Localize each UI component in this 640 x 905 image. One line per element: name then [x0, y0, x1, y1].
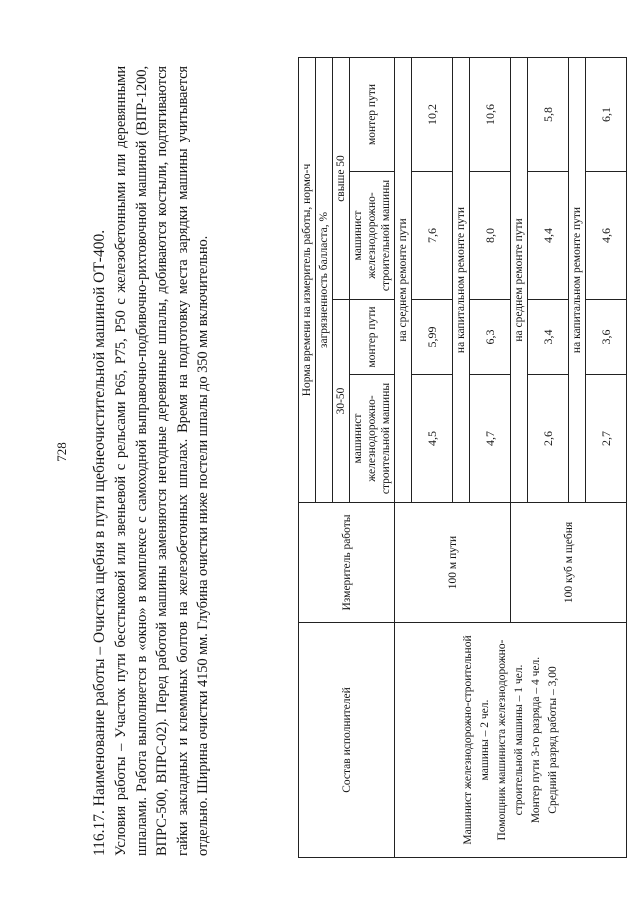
value-cell: 7,6 — [412, 172, 453, 300]
composition-line: Машинист железнодорожно-строительной машины – 2 чел. — [461, 635, 491, 845]
norms-table — [298, 57, 627, 858]
section-label: на капитальном ремонте пути — [569, 57, 586, 502]
value-cell: 6,3 — [470, 300, 511, 375]
composition-line: Средний разряд работы – 3,00 — [546, 666, 559, 814]
composition-cell — [395, 623, 627, 858]
value-cell: 4,5 — [412, 375, 453, 503]
meter-cell: 100 куб м щебня — [511, 503, 627, 623]
value-cell: 5,8 — [528, 57, 569, 171]
value-cell: 10,2 — [412, 57, 453, 171]
value-cell: 4,4 — [528, 172, 569, 300]
value-cell: 4,6 — [586, 172, 627, 300]
composition-line: Помощник машиниста железнодорожно-строительной машины – 1 чел. — [495, 639, 525, 841]
value-cell: 8,0 — [470, 172, 511, 300]
value-cell: 3,4 — [528, 300, 569, 375]
value-cell: 10,6 — [470, 57, 511, 171]
value-cell: 6,1 — [586, 57, 627, 171]
rotated-page — [40, 42, 613, 862]
section-label: на среднем ремонте пути — [511, 57, 528, 502]
header-range-low: 30-50 — [333, 300, 350, 503]
header-meter: Измеритель работы — [299, 503, 395, 623]
header-fitter-low: монтер пути — [350, 300, 395, 375]
header-range-high: свыше 50 — [333, 57, 350, 299]
meter-cell: 100 м пути — [395, 503, 511, 623]
page-number: 728 — [54, 442, 69, 462]
header-operator-low: машинист железнодорожно-строительной машины — [350, 375, 395, 503]
section-label: на среднем ремонте пути — [395, 57, 412, 502]
header-ballast: загрязненность балласта, % — [316, 57, 333, 502]
header-fitter-high: монтер пути — [350, 57, 395, 171]
section-label: на капитальном ремонте пути — [453, 57, 470, 502]
value-cell: 3,6 — [586, 300, 627, 375]
composition-line: Монтер пути 3-го разряда – 4 чел. — [529, 656, 542, 824]
work-conditions: Условия работы – Участок пути бесстыковой или звеньевой с рельсами Р65, Р75, Р50 с железобетонными или деревянными шпалами. Работа выполняется в «окно» в комплексе с самоходной выправочно-подбивочно-рихтовочной машиной (ВПР-1200, ВПРС-500, ВПРС-02). Перед работой машины заменяются негодные деревянные шпалы, добиваются костыли, подтягиваются гайки закладных и клеммных болтов на железобетонных шпалах. Время на подготовку места зарядки машины учитывается отдельно. Ширина очистки 4150 мм. Глубина очистки ниже постели шпалы до 350 мм включительно. — [113, 66, 211, 856]
value-cell: 5,99 — [412, 300, 453, 375]
value-cell: 2,6 — [528, 375, 569, 503]
value-cell: 2,7 — [586, 375, 627, 503]
header-operator-high: машинист железнодорожно-строительной машины — [350, 172, 395, 300]
header-composition: Состав исполнителей — [299, 623, 395, 858]
value-cell: 4,7 — [470, 375, 511, 503]
header-norm: Норма времени на измеритель работы, нормо-ч — [299, 57, 316, 502]
work-title: 116.17. Наименование работы – Очистка щебня в пути щебнеочистительной машиной ОТ-400. — [91, 229, 108, 856]
